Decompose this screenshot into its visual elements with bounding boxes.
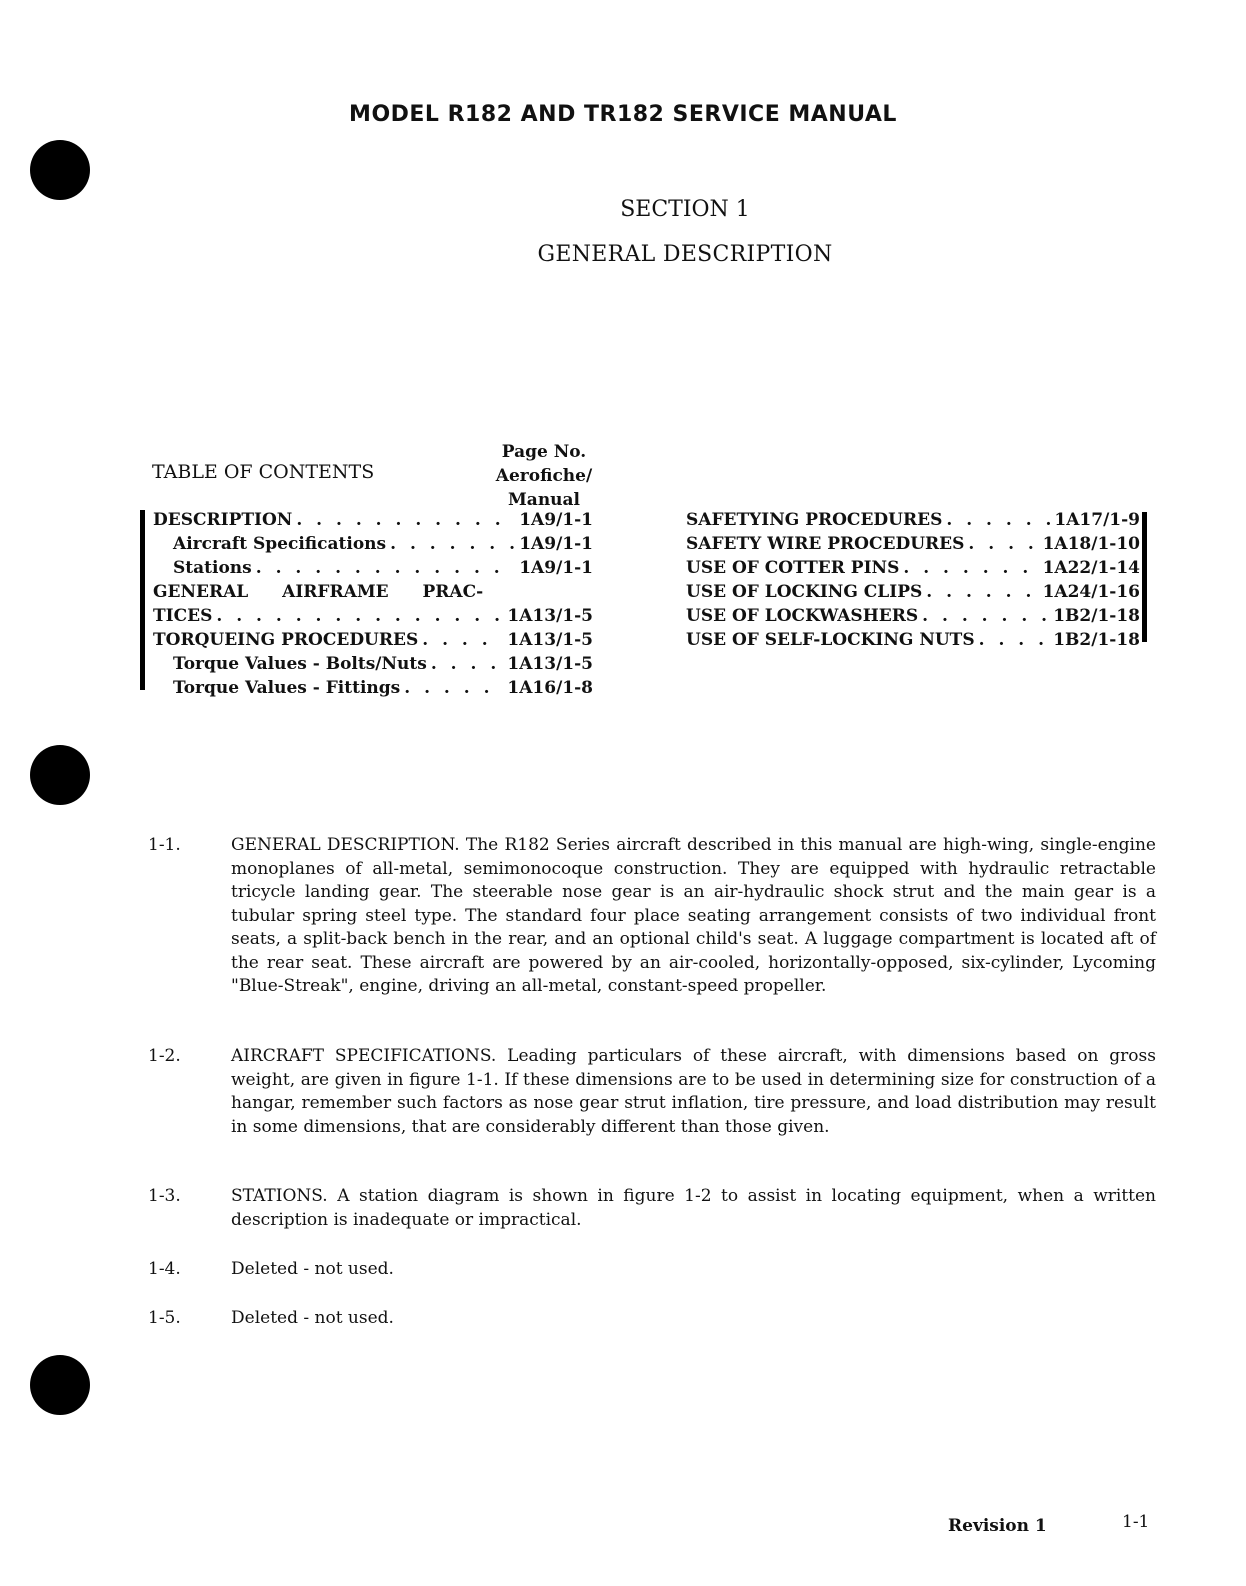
toc-entry[interactable]: Torque Values - Bolts/Nuts . . . 1A13/1-5 [153,652,593,676]
toc-entry[interactable]: TORQUEING PROCEDURES . . . 1A13/1-5 [153,628,593,652]
revision-label: Revision 1 [948,1516,1047,1536]
paragraph-aircraft-specifications: 1-2. AIRCRAFT SPECIFICATIONS. Leading particulars of these aircraft, with dimensions based on gross weight, are given in figure 1-1. If these dimensions are to be used in determining size for construction of a hangar, remember such factors as nose gear strut inflation, tire pressure, and load distribution may result in some dimensions, that are considerably different than those given. [148,1046,1156,1137]
toc-entry[interactable]: USE OF LOCKWASHERS . . . 1B2/1-18 [686,604,1140,628]
toc-entry[interactable]: USE OF COTTER PINS . . . 1A22/1-14 [686,556,1140,580]
toc-entry[interactable]: GENERAL AIRFRAME PRAC- [153,582,484,602]
toc-entry[interactable]: SAFETY WIRE PROCEDURES . . . 1A18/1-10 [686,532,1140,556]
paragraph-deleted: 1-4. Deleted - not used. [148,1259,394,1279]
toc-entry[interactable]: TICES . . . 1A13/1-5 [153,604,593,628]
revision-bar-left [140,510,145,690]
manual-title: MODEL R182 AND TR182 SERVICE MANUAL [349,102,897,127]
toc-entry[interactable]: Stations . . . 1A9/1-1 [153,556,593,580]
paragraph-stations: 1-3. STATIONS. A station diagram is shown in figure 1-2 to assist in locating equipment, when a written description is inadequate or impractical. [148,1186,1156,1230]
toc-entry[interactable]: SAFETYING PROCEDURES . . . 1A17/1-9 [686,508,1140,532]
section-number: SECTION 1 [620,197,750,222]
paragraph-general-description: 1-1. GENERAL DESCRIPTION. The R182 Series aircraft described in this manual are high-wing, single-engine monoplanes of all-metal, semimonocoque construction. They are equipped with hydraulic retractable tricycle landing gear. The steerable nose gear is an air-hydraulic shock strut and the main gear is a tubular spring steel type. The standard four place seating arrangement consists of two individual front seats, a split-back bench in the rear, and an optional child's seat. A luggage compartment is located aft of the rear seat. These aircraft are powered by an air-cooled, horizontally-opposed, six-cylinder, Lycoming "Blue-Streak", engine, driving an all-metal, constant-speed propeller. [148,835,1156,996]
paragraph-deleted: 1-5. Deleted - not used. [148,1308,394,1328]
binder-hole-middle [30,745,90,805]
toc-entry[interactable]: USE OF LOCKING CLIPS . . . 1A24/1-16 [686,580,1140,604]
toc-entry[interactable]: DESCRIPTION . . . 1A9/1-1 [153,508,593,532]
toc-entry[interactable]: Aircraft Specifications . . . 1A9/1-1 [153,532,593,556]
toc-entry[interactable]: USE OF SELF-LOCKING NUTS . . . 1B2/1-18 [686,628,1140,652]
toc-left-column [153,508,593,700]
revision-bar-right [1142,512,1147,642]
toc-right-column [686,508,1140,652]
toc-heading: TABLE OF CONTENTS [152,461,375,483]
toc-entry[interactable]: Torque Values - Fittings . . . 1A16/1-8 [153,676,593,700]
binder-hole-bottom [30,1355,90,1415]
binder-hole-top [30,140,90,200]
toc-page-column-header: Page No. Aerofiche/ Manual [495,442,593,510]
page-number: 1-1 [1122,1512,1150,1532]
section-title: GENERAL DESCRIPTION [537,242,833,267]
